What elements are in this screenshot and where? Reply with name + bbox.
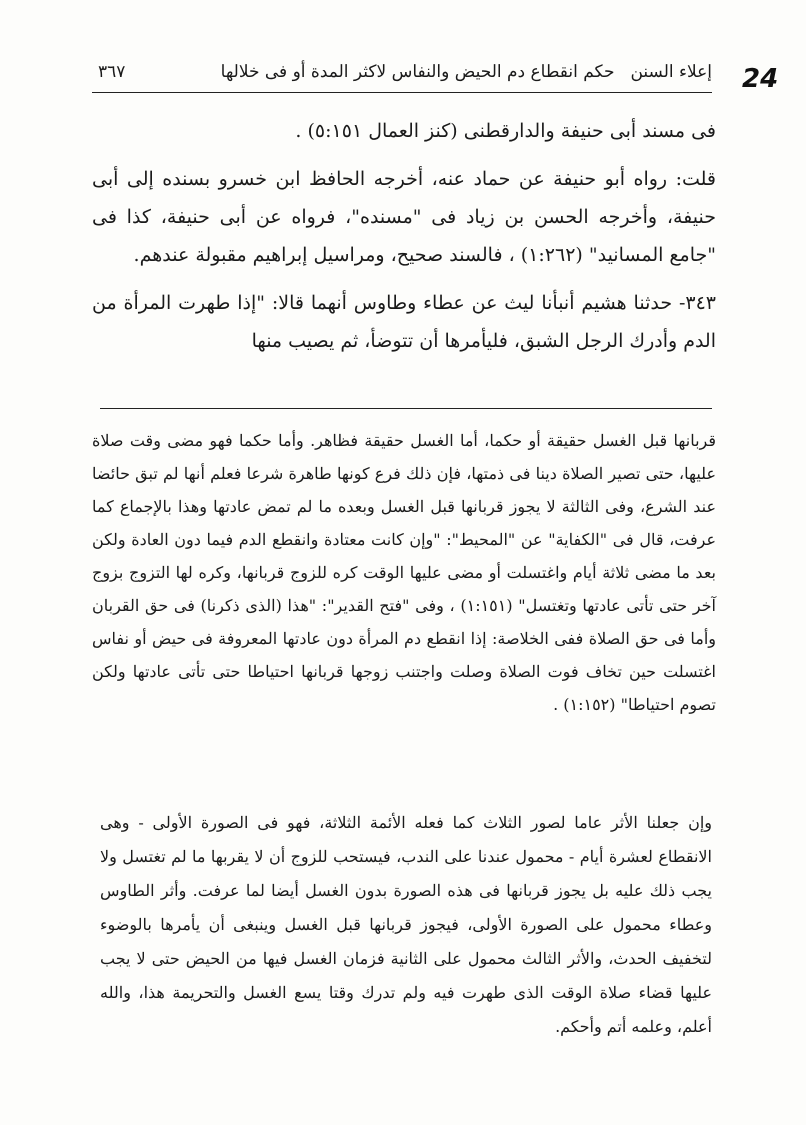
main-paragraph-3: ٣٤٣- حدثنا هشيم أنبأنا ليث عن عطاء وطاوس أنهما قالا: "إذا طهرت المرأة من الدم وأدرك الرجل الشبق، فليأمرها أن تتوضأ، ثم يصيب منها [92, 292, 716, 352]
main-paragraph-1: فى مسند أبى حنيفة والدارقطنى (كنز العمال ٥:١٥١) . [295, 120, 716, 142]
footnote-text [92, 424, 716, 721]
chapter-title: حكم انقطاع دم الحيض والنفاس لاكثر المدة أو فى خلالها [220, 62, 615, 82]
handwritten-page-note: 24 [742, 64, 779, 94]
main-text [92, 112, 716, 370]
book-title: إعلاء السنن [630, 62, 712, 82]
main-paragraph-2: قلت: رواه أبو حنيفة عن حماد عنه، أخرجه الحافظ ابن خسرو بسنده إلى أبى حنيفة، وأخرجه الحسن بن زياد فى "مسنده"، فرواه عن أبى حنيفة، كذا فى "جامع المسانيد" (١:٢٦٢) ، فالسند صحيح، ومراسيل إبراهيم مقبولة عندهم. [92, 168, 716, 266]
footnote-paragraph: قربانها قبل الغسل حقيقة أو حكما، أما الغسل حقيقة فظاهر. وأما حكما فهو مضى وقت صلاة عليها، حتى تصير الصلاة دينا فى ذمتها، فإن ذلك فرع كونها طاهرة شرعا فعلم أنها لم تبق حائضا عند الشرع، وفى الثالثة لا يجوز قربانها قبل الغسل وبعده ما لم تمض عادتها وهذا بالإجماع كما عرفت، قال فى "الكفاية" عن "المحيط": "وإن كانت معتادة وانقطع الدم فيما دون العادة ولكن بعد ما مضى ثلاثة أيام واغتسلت أو مضى عليها الوقت كره للزوج قربانها، وكره لها التزوج بزوج آخر حتى تأتى عادتها وتغتسل" (١:١٥١) ، وفى "فتح القدير": "هذا (الذى ذكرنا) فى حق القربان وأما فى حق الصلاة ففى الخلاصة: إذا انقطع دم المرأة دون عادتها المعروفة فى حيض أو نفاس اغتسلت حين تخاف فوت الصلاة وصلت واجتنب زوجها قربانها احتياطا حتى تأتى عادتها ولكن تصوم احتياطا" (١:١٥٢) . [92, 431, 716, 714]
footnote-divider [100, 408, 712, 409]
commentary-text [100, 806, 712, 1044]
running-header [92, 52, 712, 93]
page-number: ٣٦٧ [98, 62, 126, 82]
commentary-paragraph: وإن جعلنا الأثر عاما لصور الثلاث كما فعله الأئمة الثلاثة، فهو فى الصورة الأولى - وهى الانقطاع لعشرة أيام - محمول عندنا على الندب، فيستحب للزوج أن لا يقربها ما لم تغتسل ولا يجب ذلك عليه بل يجوز قربانها فى هذه الصورة بدون الغسل أيضا لما عرفت. وأثر الطاوس وعطاء محمول على الصورة الأولى، فيجوز قربانها قبل الغسل وينبغى أن يأمرها بالوضوء لتخفيف الحدث، والأثر الثالث محمول على الثانية فزمان الغسل فيها من الحيض حتى لا يجب عليها قضاء صلاة الوقت الذى طهرت فيه ولم تدرك وقتا يسع الغسل والتحريمة هذا، والله أعلم، وعلمه أتم وأحكم. [100, 813, 713, 1036]
